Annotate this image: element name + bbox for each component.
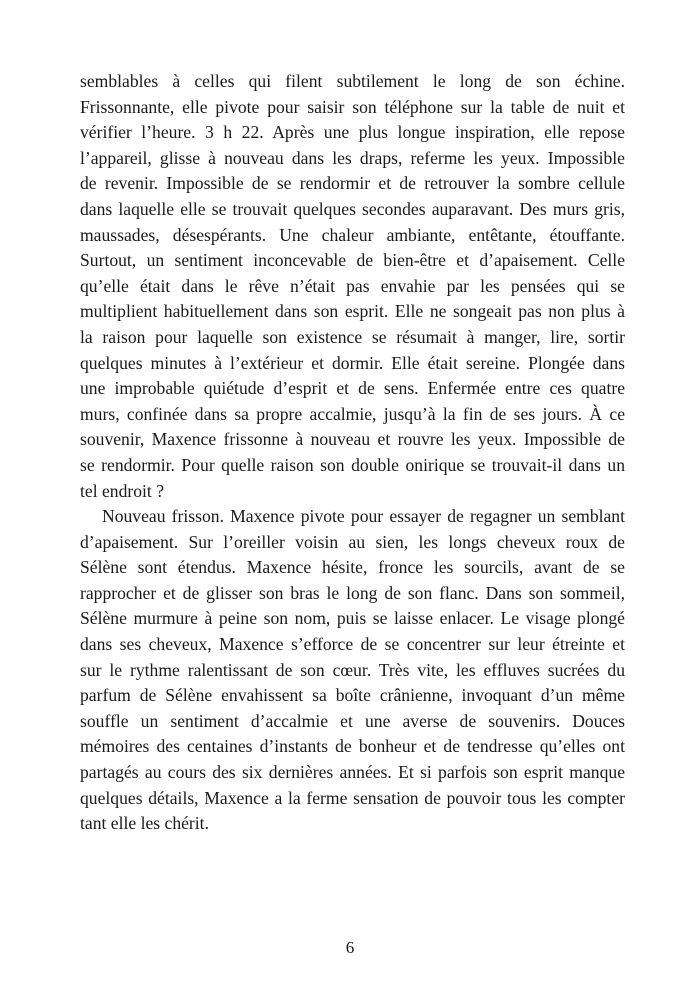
text-line: la raison pour laquelle son existence se résumait à manger, lire, sortir	[80, 326, 625, 347]
text-line: dans laquelle elle se trouvait quelques secondes auparavant. Des murs gris,	[80, 198, 625, 219]
text-line: mémoires des centaines d’instants de bonheur et de tendresse qu’elles ont	[80, 736, 625, 757]
text-line: l’appareil, glisse à nouveau dans les draps, referme les yeux. Impossible	[80, 147, 625, 168]
text-line: quelques minutes à l’extérieur et dormir. Elle était sereine. Plongée dans	[80, 352, 625, 373]
page-number: 6	[345, 938, 355, 957]
text-line: semblables à celles qui filent subtilement le long de son échine.	[80, 71, 625, 91]
page-body	[80, 69, 625, 837]
text-column	[80, 69, 625, 837]
paragraph	[80, 69, 625, 504]
text-line: murs, confinée dans sa propre accalmie, jusqu’à la fin de ses jours. À ce	[80, 403, 625, 424]
text-line: qu’elle était dans le rêve n’était pas envahie par les pensées qui se	[80, 275, 625, 296]
text-line: de revenir. Impossible de se rendormir et de retrouver la sombre cellule	[80, 173, 625, 194]
text-line: vérifier l’heure. 3 h 22. Après une plus longue inspiration, elle repose	[80, 122, 625, 143]
text-line: tel endroit ?	[80, 480, 165, 501]
text-line: Frissonnante, elle pivote pour saisir son téléphone sur la table de nuit et	[80, 96, 625, 117]
paragraph	[80, 504, 625, 837]
text-line: se rendormir. Pour quelle raison son double onirique se trouvait-il dans un	[80, 454, 625, 475]
text-line: sur le rythme ralentissant de son cœur. Très vite, les effluves sucrées du	[80, 659, 625, 680]
text-line: une improbable quiétude d’esprit et de sens. Enfermée entre ces quatre	[80, 378, 625, 399]
text-line: rapprocher et de glisser son bras le long de son flanc. Dans son sommeil,	[80, 582, 625, 603]
text-line: partagés au cours des six dernières années. Et si parfois son esprit manque	[80, 762, 625, 783]
text-line: d’apaisement. Sur l’oreiller voisin au sien, les longs cheveux roux de	[80, 531, 625, 552]
text-line: Surtout, un sentiment inconcevable de bien-être et d’apaisement. Celle	[80, 250, 625, 271]
text-line: dans ses cheveux, Maxence s’efforce de se concentrer sur leur étreinte et	[80, 634, 625, 655]
text-line: multiplient habituellement dans son esprit. Elle ne songeait pas non plus à	[80, 301, 625, 322]
text-line: tant elle les chérit.	[80, 813, 209, 834]
text-line: maussades, désespérants. Une chaleur ambiante, entêtante, étouffante.	[80, 224, 625, 245]
text-line: souffle un sentiment d’accalmie et une averse de souvenirs. Douces	[80, 710, 625, 731]
text-line: Nouveau frisson. Maxence pivote pour essayer de regagner un semblant	[102, 506, 625, 527]
text-line: quelques détails, Maxence a la ferme sensation de pouvoir tous les compter	[80, 787, 625, 808]
text-line: souvenir, Maxence frissonne à nouveau et rouvre les yeux. Impossible de	[80, 429, 625, 450]
text-line: Sélène murmure à peine son nom, puis se laisse enlacer. Le visage plongé	[80, 608, 625, 629]
text-line: parfum de Sélène envahissent sa boîte crânienne, invoquant d’un même	[80, 685, 625, 706]
text-line: Sélène sont étendus. Maxence hésite, fronce les sourcils, avant de se	[80, 557, 625, 578]
